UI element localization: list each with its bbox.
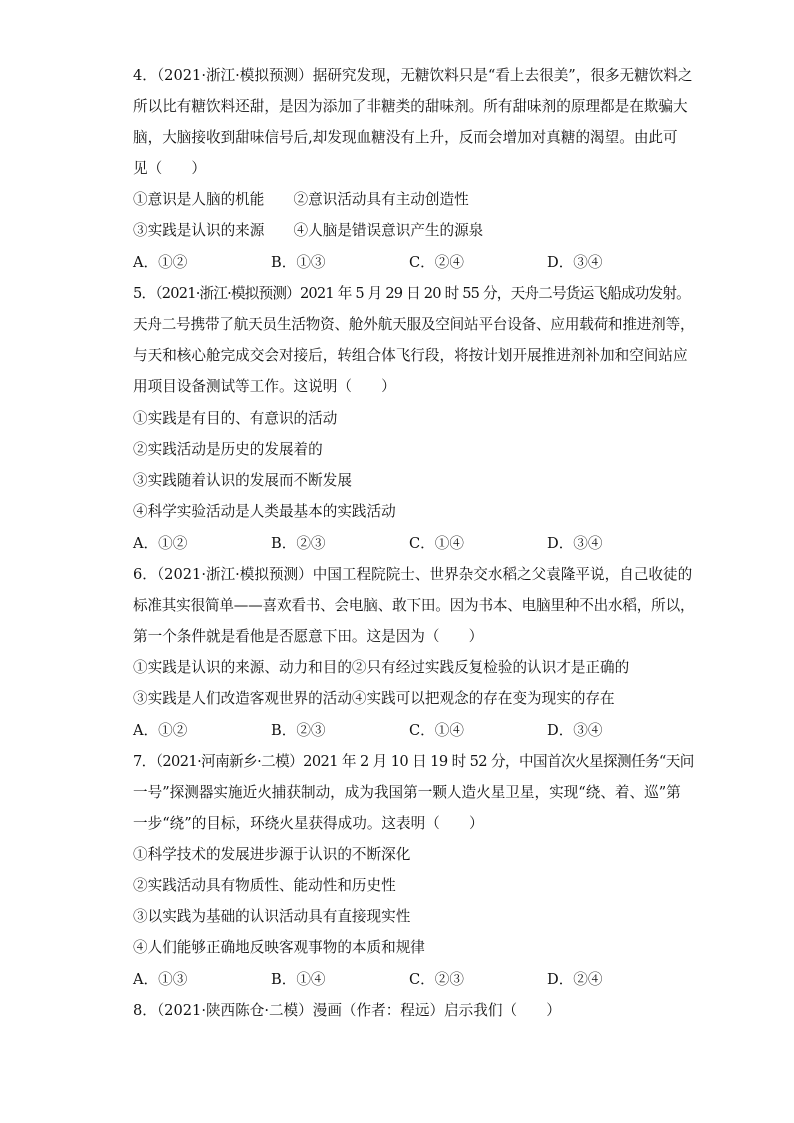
question-text-line: 标准其实很简单——喜欢看书、会电脑、敢下田。因为书本、电脑里种不出水稻，所以， xyxy=(133,597,695,614)
option-a: A．①② xyxy=(133,535,188,552)
option-c: C．①④ xyxy=(409,535,464,552)
question-text-line: 5．（2021·浙江·模拟预测）2021 年 5 月 29 日 20 时 55 分，天舟二号货运飞船成功发射。 xyxy=(133,285,690,302)
option-c: C．②③ xyxy=(409,971,464,988)
statement-line: ④人们能够正确地反映客观事物的本质和规律 xyxy=(133,939,425,956)
option-d: D．②④ xyxy=(547,971,603,988)
option-b: B．②③ xyxy=(271,722,326,739)
statement-line: ③实践是人们改造客观世界的活动④实践可以把观念的存在变为现实的存在 xyxy=(133,690,615,707)
option-d: D．③④ xyxy=(547,254,603,271)
question-text-line: 7．（2021·河南新乡·二模）2021 年 2 月 10 日 19 时 52 分，中国首次火星探测任务“天问 xyxy=(133,753,694,770)
statement-line: ②实践活动是历史的发展着的 xyxy=(133,441,323,458)
option-a: A．①③ xyxy=(133,971,188,988)
question-text-line: 用项目设备测试等工作。这说明（ ） xyxy=(133,378,396,395)
question-text-line: 与天和核心舱完成交会对接后，转组合体飞行段，将按计划开展推进剂补加和空间站应 xyxy=(133,347,688,364)
statement-line: ①实践是认识的来源、动力和目的②只有经过实践反复检验的认识才是正确的 xyxy=(133,659,630,676)
option-b: B．①④ xyxy=(271,971,326,988)
option-a: A．①② xyxy=(133,722,188,739)
question-text-line: 一号”探测器实施近火捕获制动，成为我国第一颗人造火星卫星，实现“绕、着、巡”第 xyxy=(133,784,681,801)
statement-line: ③以实践为基础的认识活动具有直接现实性 xyxy=(133,908,411,925)
statement-line: ①实践是有目的、有意识的活动 xyxy=(133,410,338,427)
statement-line: ③实践随着认识的发展而不断发展 xyxy=(133,472,352,489)
question-text-line: 天舟二号携带了航天员生活物资、舱外航天服及空间站平台设备、应用载荷和推进剂等， xyxy=(133,316,695,333)
statement-line: ③实践是认识的来源 ④人脑是错误意识产生的源泉 xyxy=(133,222,484,239)
statement-line: ①意识是人脑的机能 ②意识活动具有主动创造性 xyxy=(133,191,469,208)
option-d: D．③④ xyxy=(547,722,603,739)
statement-line: ④科学实验活动是人类最基本的实践活动 xyxy=(133,503,396,520)
option-d: D．③④ xyxy=(547,535,603,552)
option-a: A．①② xyxy=(133,254,188,271)
question-text-line: 脑，大脑接收到甜味信号后,却发现血糖没有上升，反而会增加对真糖的渴望。由此可 xyxy=(133,129,678,146)
option-c: C．②④ xyxy=(409,254,464,271)
question-text-line: 8．（2021·陕西陈仓·二模）漫画（作者：程远）启示我们（ ） xyxy=(133,1002,561,1019)
question-text-line: 第一个条件就是看他是否愿意下田。这是因为（ ） xyxy=(133,628,484,645)
option-b: B．①③ xyxy=(271,254,326,271)
statement-line: ①科学技术的发展进步源于认识的不断深化 xyxy=(133,846,411,863)
question-text-line: 6．（2021·浙江·模拟预测）中国工程院院士、世界杂交水稻之父袁隆平说，自己收徒的 xyxy=(133,566,693,583)
option-b: B．②③ xyxy=(271,535,326,552)
question-text-line: 见（ ） xyxy=(133,160,206,177)
question-text-line: 一步“绕”的目标，环绕火星获得成功。这表明（ ） xyxy=(133,815,484,832)
question-text-line: 4．（2021·浙江·模拟预测）据研究发现，无糖饮料只是“看上去很美”，很多无糖饮料之 xyxy=(133,67,693,84)
question-text-line: 所以比有糖饮料还甜，是因为添加了非糖类的甜味剂。所有甜味剂的原理都是在欺骗大 xyxy=(133,98,688,115)
statement-line: ②实践活动具有物质性、能动性和历史性 xyxy=(133,877,396,894)
option-c: C．①④ xyxy=(409,722,464,739)
